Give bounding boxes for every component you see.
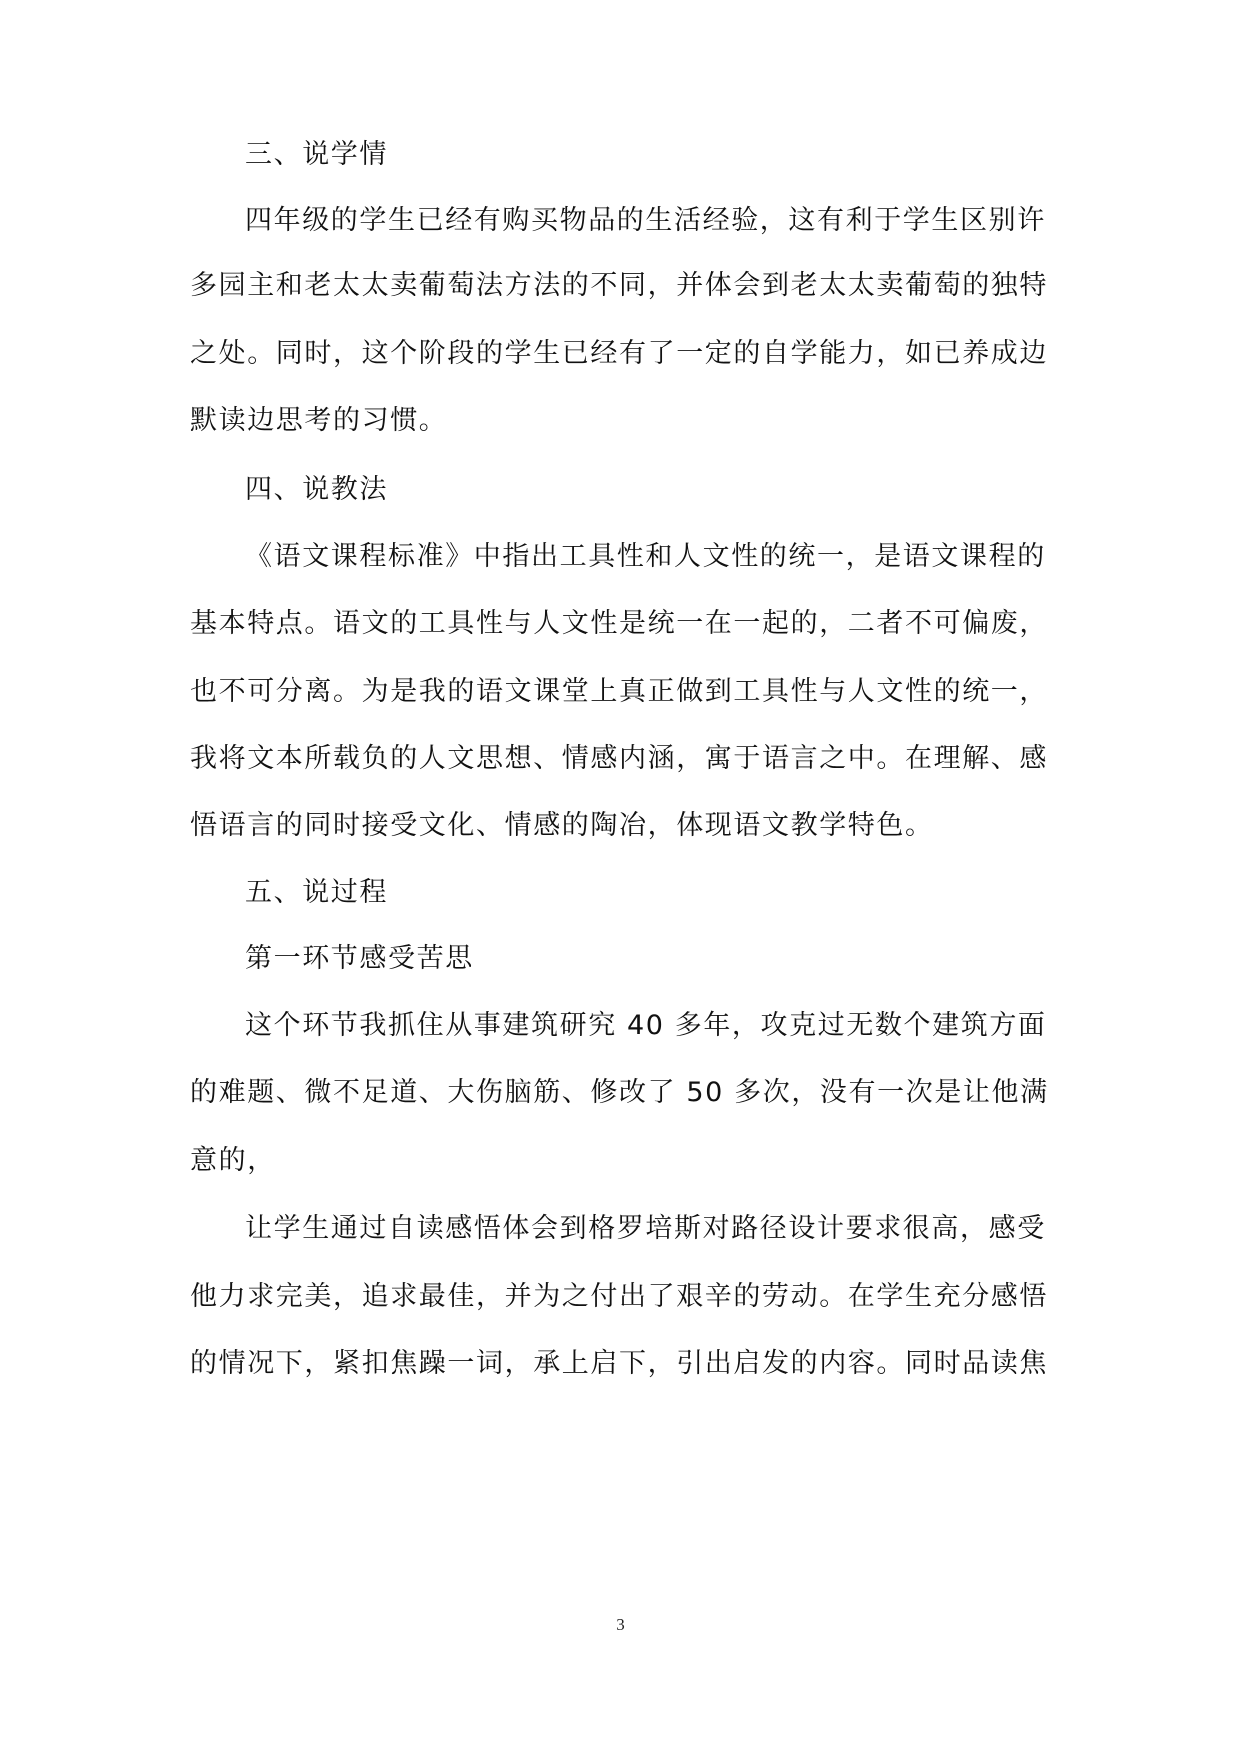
page-number: 3 [616, 1615, 625, 1634]
paragraph-line: 默读边思考的习惯。 [190, 405, 448, 436]
paragraph-line: 的情况下，紧扣焦躁一词，承上启下，引出启发的内容。同时品读焦 [190, 1348, 1048, 1379]
paragraph-line: 我将文本所载负的人文思想、情感内涵，寓于语言之中。在理解、感 [190, 743, 1048, 774]
subsection-heading: 第一环节感受苦思 [245, 943, 474, 974]
paragraph-line: 他力求完美，追求最佳，并为之付出了艰辛的劳动。在学生充分感悟 [190, 1281, 1048, 1312]
section-heading-teaching-method: 四、说教法 [245, 474, 388, 505]
paragraph-line: 四年级的学生已经有购买物品的生活经验，这有利于学生区别许 [245, 205, 1046, 236]
paragraph-line: 基本特点。语文的工具性与人文性是统一在一起的，二者不可偏废， [190, 608, 1048, 639]
paragraph-line: 多园主和老太太卖葡萄法方法的不同，并体会到老太太卖葡萄的独特 [190, 270, 1048, 301]
paragraph-line: 《语文课程标准》中指出工具性和人文性的统一，是语文课程的 [245, 541, 1046, 572]
section-heading-process: 五、说过程 [245, 877, 388, 908]
paragraph-line: 意的， [190, 1145, 276, 1176]
paragraph-line: 这个环节我抓住从事建筑研究 40 多年，攻克过无数个建筑方面 [245, 1010, 1047, 1041]
paragraph-line: 也不可分离。为是我的语文课堂上真正做到工具性与人文性的统一， [190, 676, 1048, 707]
paragraph-line: 的难题、微不足道、大伤脑筋、修改了 50 多次，没有一次是让他满 [190, 1077, 1049, 1108]
paragraph-line: 悟语言的同时接受文化、情感的陶冶，体现语文教学特色。 [190, 810, 934, 841]
paragraph-line: 让学生通过自读感悟体会到格罗培斯对路径设计要求很高，感受 [245, 1213, 1046, 1244]
paragraph-line: 之处。同时，这个阶段的学生已经有了一定的自学能力，如已养成边 [190, 338, 1048, 369]
section-heading-learning-situation: 三、说学情 [245, 139, 388, 170]
